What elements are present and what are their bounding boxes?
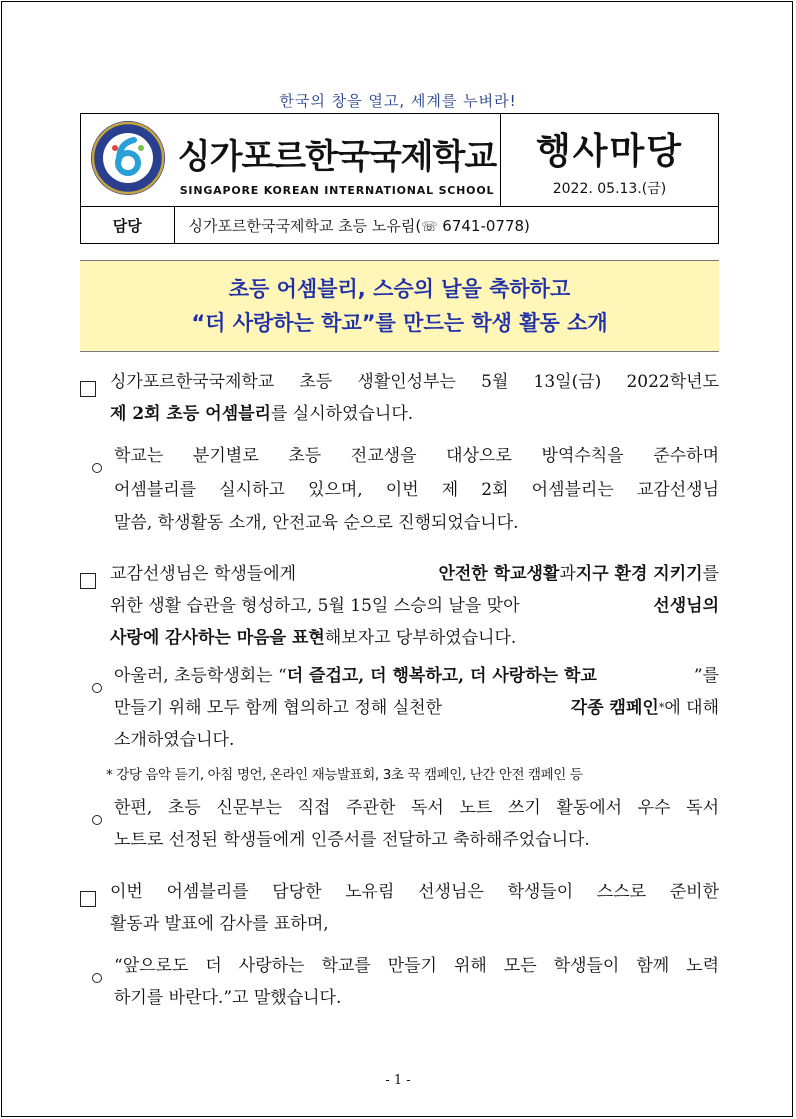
contact-text: 싱가포르한국국제학교 초등 노유림( (188, 216, 422, 235)
protect-earth: 지구 환경 지키기 (575, 564, 703, 584)
paragraph-1-line-2-rest: 를 실시하였습니다. (270, 404, 414, 424)
paragraph-1a-line-1: 학교는 분기별로 초등 전교생을 대상으로 방역수칙을 준수하며 (114, 446, 719, 466)
footnote: * 강당 음악 듣기, 아침 명언, 온라인 재능발표회, 3초 꾹 캠페인, 난간 안전 캠페인 등 (106, 767, 583, 783)
text-span: 에 대해 (664, 698, 719, 718)
headline-line-1: 초등 어셈블리, 스승의 날을 축하하고 (228, 277, 571, 301)
paragraph-2a-line-3: 소개하였습니다. (114, 730, 235, 750)
text-span: 교감선생님은 학생들에게 (110, 564, 297, 584)
event-date: 2022. 05.13.(금) (552, 180, 667, 197)
paragraph-1a-line-3: 말씀, 학생활동 소개, 안전교육 순으로 진행되었습니다. (114, 513, 519, 533)
checkbox-bullet-icon (80, 886, 96, 918)
paragraph-2-line-1 (110, 558, 719, 590)
event-cell (501, 114, 719, 207)
text-span: ”를 (693, 666, 719, 686)
paragraph-2b-line-1: 한편, 초등 신문부는 직접 주관한 독서 노트 쓰기 활동에서 우수 독서 (114, 798, 719, 818)
telephone-icon: ☏ (421, 219, 438, 235)
header-table (80, 113, 719, 244)
circle-bullet-icon (92, 672, 102, 704)
paragraph-3-line-1: 이번 어셈블리를 담당한 노유림 선생님은 학생들이 스스로 준비한 (110, 882, 719, 902)
school-name-english: SINGAPORE KOREAN INTERNATIONAL SCHOOL (179, 184, 495, 197)
checkbox-bullet-icon (80, 376, 96, 408)
circle-bullet-icon (92, 962, 102, 994)
text-span: 아울러, 초등학생회는 “ (114, 666, 287, 686)
circle-bullet-icon (92, 804, 102, 836)
headline-banner (80, 260, 719, 352)
school-name-korean: 싱가포르한국국제학교 (177, 137, 497, 177)
paragraph-1-line-2 (110, 398, 413, 430)
text-span: 해보자고 당부하였습니다. (324, 628, 517, 648)
school-name-cell (174, 114, 501, 207)
text-span: 를 (702, 564, 719, 584)
slogan: 한국의 창을 열고, 세계를 누벼라! (279, 92, 517, 110)
event-title: 행사마당 (535, 130, 684, 172)
assembly-name: 제 2회 초등 어셈블리 (110, 404, 271, 424)
paragraph-3a-line-2: 하기를 바란다.”고 말했습니다. (114, 988, 342, 1008)
gratitude-phrase: 사랑에 감사하는 마음을 표현 (110, 628, 325, 648)
page-number: - 1 - (385, 1073, 411, 1088)
contact-label: 담당 (81, 207, 175, 244)
paragraph-2-line-3 (110, 622, 516, 654)
safe-school-life: 안전한 학교생활 (438, 564, 560, 584)
campaigns: 각종 캠페인 (570, 698, 659, 718)
contact-info (174, 207, 719, 244)
school-motto: 더 즐겁고, 더 행복하고, 더 사랑하는 학교 (286, 666, 597, 686)
paragraph-2b-line-2: 노트로 선정된 학생들에게 인증서를 전달하고 축하해주었습니다. (114, 830, 590, 850)
school-logo-cell (81, 114, 175, 207)
paragraph-2-line-2 (110, 590, 719, 622)
text-span: 과 (559, 564, 576, 584)
teachers-phrase: 선생님의 (653, 596, 719, 616)
checkbox-bullet-icon (80, 568, 96, 600)
school-logo (88, 118, 168, 198)
text-span: 만들기 위해 모두 함께 협의하고 정해 실천한 (114, 698, 443, 718)
paragraph-3-line-2: 활동과 발표에 감사를 표하며, (110, 914, 329, 934)
paragraph-1a-line-2: 어셈블리를 실시하고 있으며, 이번 제 2회 어셈블리는 교감선생님 (114, 480, 719, 500)
paragraph-3a-line-1: “앞으로도 더 사랑하는 학교를 만들기 위해 모든 학생들이 함께 노력 (114, 956, 719, 976)
paragraph-2a-line-1 (114, 660, 719, 692)
paragraph-1-line-1: 싱가포르한국국제학교 초등 생활인성부는 5월 13일(금) 2022학년도 (110, 372, 719, 392)
circle-bullet-icon (92, 452, 102, 484)
text-span: 위한 생활 습관을 형성하고, 5월 15일 스승의 날을 맞아 (110, 596, 520, 616)
contact-phone: 6741-0778) (437, 216, 530, 235)
headline-line-2: “더 사랑하는 학교”를 만드는 학생 활동 소개 (191, 311, 608, 335)
paragraph-2a-line-2 (114, 692, 719, 724)
footnote-marker: * (658, 701, 665, 714)
